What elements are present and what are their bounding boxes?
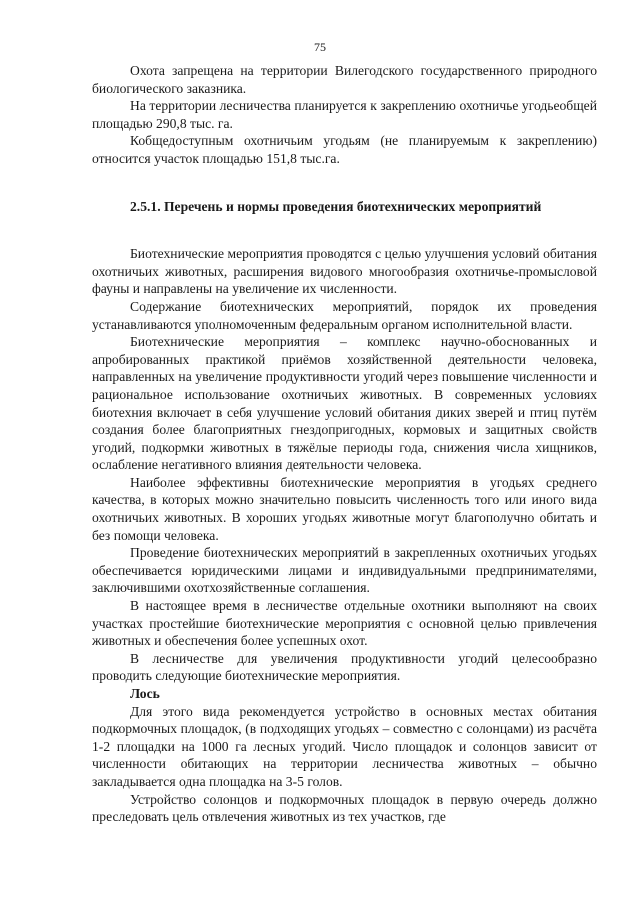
paragraph: Проведение биотехнических мероприятий в закрепленных охотничьих угодьях обеспечивается юридическими лицами и индивидуальными предпринимателями, заключившими охотхозяйственные соглашения.: [92, 545, 597, 596]
paragraph: Содержание биотехнических мероприятий, порядок их проведения устанавливаются уполномоченным федеральным органом исполнительной власти.: [92, 298, 597, 332]
section-heading: 2.5.1. Перечень и нормы проведения биотехнических мероприятий: [130, 198, 542, 214]
paragraph: В настоящее время в лесничестве отдельные охотники выполняют на своих участках простейшие биотехнические мероприятия с основной целью привлечения животных и обеспечения более успешных охот.: [92, 598, 597, 649]
paragraph: Биотехнические мероприятия – комплекс научно-обоснованных и апробированных практикой приёмов хозяйственной деятельности человека, направленных на увеличение продуктивности угодий через повышение численности и рациональное использование охотничьих животных. В современных условиях биотехния включает в себя улучшение условий обитания диких зверей и птиц путём создания более благоприятных гнездопригодных, кормовых и защитных свойств угодий, подкормки животных в тяжёлые периоды года, снижения числа хищников, ослабление негативного влияния деятельности человека.: [92, 334, 597, 473]
paragraph: Для этого вида рекомендуется устройство в основных местах обитания подкормочных площадок, (в подходящих угодьях – совместно с солонцами) из расчёта 1-2 площадки на 1000 га лесных угодий. Число площадок и солонцов зависит от численности обитающих на территории лесничества животных – обычно закладывается одна площадка на 3-5 голов.: [92, 703, 597, 789]
paragraph: Наиболее эффективны биотехнические мероприятия в угодьях среднего качества, в которых можно значительно повысить численность того или иного вида охотничьих животных. В хороших угодьях животные могут благополучно обитать и без помощи человека.: [92, 474, 597, 543]
page-number: 75: [314, 40, 326, 54]
paragraph: На территории лесничества планируется к закреплению охотничье угодьеобщей площадью 290,8 тыс. га.: [92, 98, 597, 131]
subheading-los: Лось: [130, 686, 160, 701]
page-content: [92, 62, 597, 826]
paragraph: Кобщедоступным охотничьим угодьям (не планируемым к закреплению) относится участок площадью 151,8 тыс.га.: [92, 133, 597, 166]
paragraph: Устройство солонцов и подкормочных площадок в первую очередь должно преследовать цель отвлечения животных из тех участков, где: [92, 791, 597, 825]
paragraph: Охота запрещена на территории Вилегодского государственного природного биологического заказника.: [92, 63, 597, 96]
paragraph: В лесничестве для увеличения продуктивности угодий целесообразно проводить следующие биотехнические мероприятия.: [92, 650, 597, 684]
paragraph: Биотехнические мероприятия проводятся с целью улучшения условий обитания охотничьих животных, расширения видового многообразия охотничье-промысловой фауны и направлены на увеличение их численности.: [92, 246, 597, 297]
